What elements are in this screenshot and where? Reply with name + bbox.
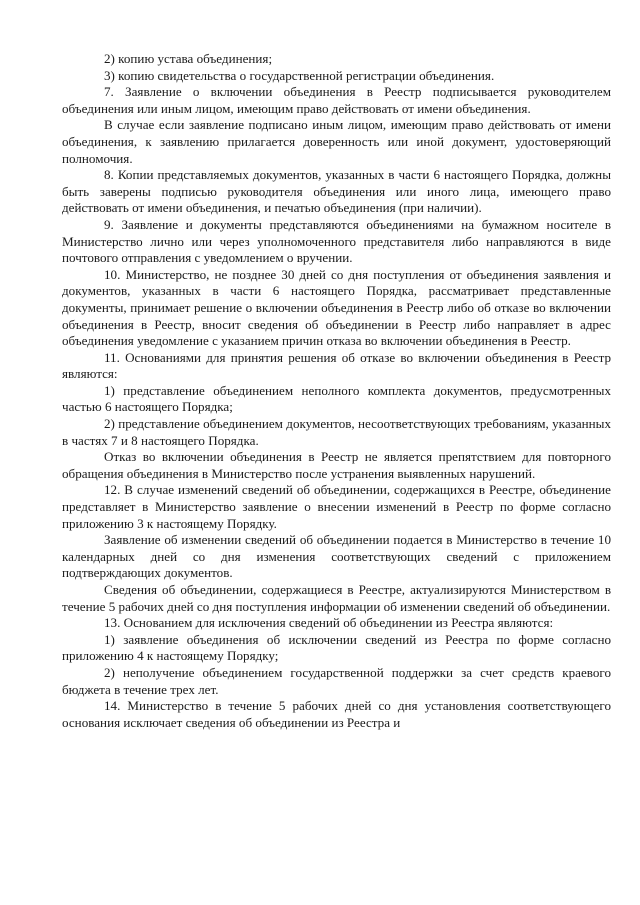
paragraph: 3) копию свидетельства о государственной регистрации объединения. [104, 67, 495, 83]
paragraph: 2) копию устава объединения; [104, 51, 273, 66]
paragraph: 13. Основанием для исключения сведений об объединении из Реестра являются: [104, 615, 554, 631]
paragraph: 1) заявление объединения об исключении сведений из Реестра по форме согласно приложению 4 к настоящему Порядку; [62, 631, 611, 664]
paragraph: Сведения об объединении, содержащиеся в Реестре, актуализируются Министерством в течение 5 рабочих дней со дня поступления информации об изменении сведений об объединении. [62, 582, 611, 614]
paragraph: 1) представление объединением неполного комплекта документов, предусмотренных частью 6 настоящего Порядка; [62, 382, 611, 415]
paragraph: 2) неполучение объединением государственной поддержки за счет средств краевого бюджета в течение трех лет. [62, 664, 611, 697]
paragraph: 14. Министерство в течение 5 рабочих дней со дня установления соответствующего основания исключает сведения об объединении из Реестра и [62, 698, 611, 730]
paragraph: 2) представление объединением документов, несоответствующих требованиям, указанных в частях 7 и 8 настоящего Порядка. [62, 416, 611, 448]
paragraph: 8. Копии представляемых документов, указанных в части 6 настоящего Порядка, должны быть заверены подписью руководителя объединения или иного лица, имеющего право действовать от имени объединения, и печатью объединения (при наличии). [62, 167, 611, 216]
paragraph: 10. Министерство, не позднее 30 дней со дня поступления от объединения заявления и документов, указанных в части 6 настоящего Порядка, рассматривает представленные документы, принимает решение о включении объединения в Реестр либо об отказе во включении объединения в Реестр, вносит сведения об объединении в Реестр либо направляет в адрес объединения уведомление с указанием причин отказа во включении объединения в Реестр. [62, 266, 611, 349]
paragraph: 7. Заявление о включении объединения в Реестр подписывается руководителем объединения или иным лицом, имеющим право действовать от имени объединения. [62, 84, 611, 116]
paragraph: Отказ во включении объединения в Реестр не является препятствием для повторного обращения объединения в Министерство после устранения выявленных нарушений. [62, 449, 611, 481]
paragraph: 12. В случае изменений сведений об объединении, содержащихся в Реестре, объединение представляет в Министерство заявление о внесении изменений в Реестр по форме согласно приложению 3 к настоящему Порядку. [62, 482, 611, 531]
document-page [62, 51, 611, 731]
paragraph: Заявление об изменении сведений об объединении подается в Министерство в течение 10 календарных дней со дня изменения соответствующих сведений с приложением подтверждающих документов. [62, 532, 611, 581]
paragraph: 11. Основаниями для принятия решения об отказе во включении объединения в Реестр являются: [62, 349, 611, 382]
paragraph: 9. Заявление и документы представляются объединениями на бумажном носителе в Министерство лично или через уполномоченного представителя либо направляются в виде почтового отправления с уведомлением о вручении. [62, 216, 611, 266]
paragraph: В случае если заявление подписано иным лицом, имеющим право действовать от имени объединения, к заявлению прилагается доверенность или иной документ, удостоверяющий полномочия. [62, 117, 611, 166]
